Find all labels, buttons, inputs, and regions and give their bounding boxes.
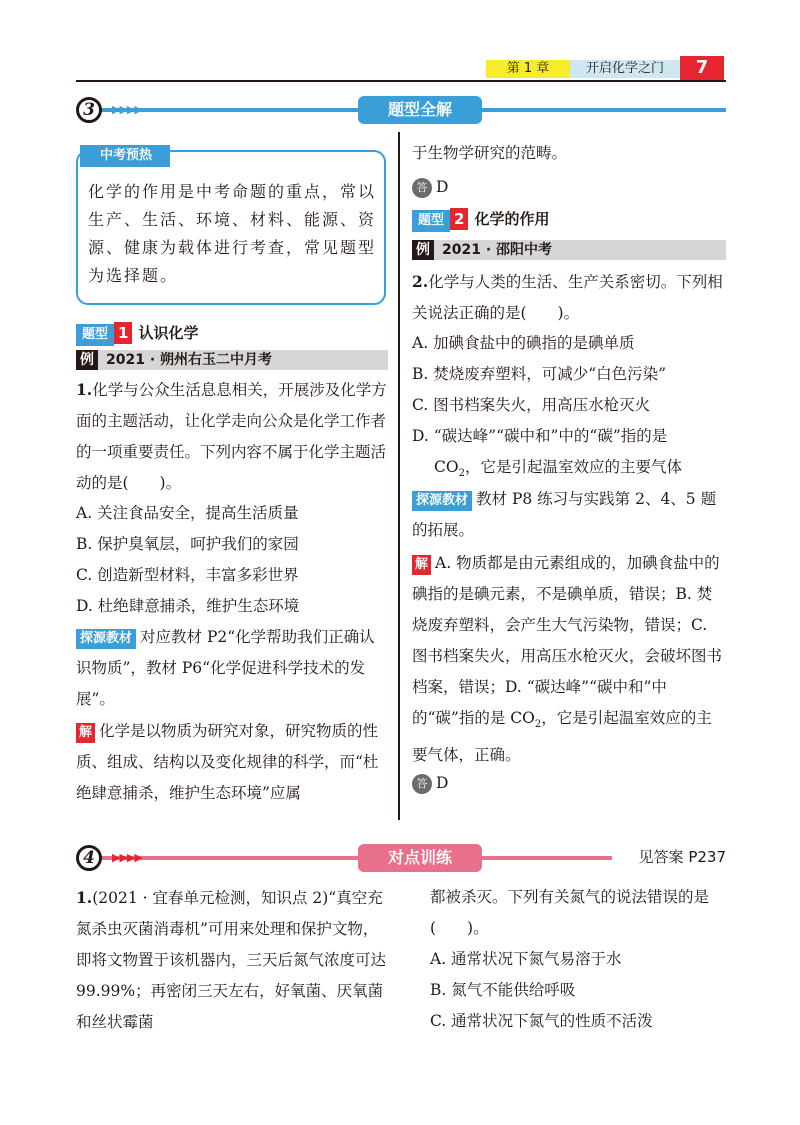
section-3-bar	[100, 100, 726, 120]
type-title: 化学的作用	[474, 210, 550, 228]
type-title: 认识化学	[138, 324, 199, 342]
question-1-options	[76, 498, 390, 622]
question-2-stem: 2.化学与人类的生活、生产关系密切。下列相关说法正确的是( )。	[412, 272, 723, 322]
question-1-analysis: 解 化学是以物质为研究对象，研究物质的性质、组成、结构以及变化规律的科学，而“杜绝肆意捕杀，维护生态环境”应属	[76, 722, 379, 802]
question-1-analysis-cont: 于生物学研究的范畴。	[412, 144, 568, 162]
question-number: 1.	[76, 380, 93, 399]
type-tag: 题型	[412, 210, 450, 232]
option-b: B. 氮气不能供给呼吸	[430, 981, 576, 999]
option-d-cont: $CO_2$，它是引起温室效应的主要气体	[434, 458, 682, 480]
question-2-analysis: 解 A. 物质都是由元素组成的，加碘食盐中的碘指的是碘元素，不是碘单质，错误；B. 焚烧废弃塑料，会产生大气污染物，错误；C. 图书档案失火，用高压水枪灭火，会破坏图书档案，错误；D. “碳达峰”“碳中和”中的“碳”指的是 $CO_2$，它是引起温室效应的主要气体，正确。	[412, 554, 723, 765]
chapter-title: 开启化学之门	[570, 60, 680, 78]
section-3-title: 题型全解	[358, 96, 482, 124]
option-c: C. 创造新型材料，丰富多彩世界	[76, 566, 299, 584]
section-4-title: 对点训练	[358, 844, 482, 872]
page-number: 7	[680, 56, 724, 80]
source-tag: 探源教材	[412, 491, 472, 511]
training-1-stem-cont: 都被杀灭。下列有关氮气的说法错误的是( )。	[430, 888, 710, 937]
option-b: B. 焚烧废弃塑料，可减少“白色污染”	[412, 365, 667, 383]
type-2-heading	[412, 208, 549, 230]
example-tag: 例	[412, 240, 434, 260]
section-4-number: 4	[76, 845, 102, 871]
chapter-label: 第 1 章	[486, 60, 570, 78]
option-a: A. 关注食品安全，提高生活质量	[76, 504, 299, 522]
question-number: 2.	[412, 272, 429, 291]
question-number: 1.	[76, 888, 93, 907]
option-a: A. 通常状况下氮气易溶于水	[430, 950, 622, 968]
example-1-bar	[76, 350, 388, 370]
analysis-tag: 解	[412, 555, 431, 575]
question-1-stem: 1.化学与公众生活息息相关，开展涉及化学方面的主题活动，让化学走向公众是化学工作者的一项重要责任。下列内容不属于化学主题活动的是( )。	[76, 380, 387, 492]
question-2-source: 探源教材 教材 P8 练习与实践第 2、4、5 题的拓展。	[412, 490, 717, 539]
question-2-options	[412, 328, 726, 489]
section-3-number: 3	[76, 97, 102, 123]
type-tag: 题型	[76, 324, 114, 346]
answer-reference: 见答案 P237	[612, 844, 726, 870]
question-1-answer: 答 D	[412, 172, 726, 203]
example-source: 2021 · 朔州右玉二中月考	[106, 352, 273, 368]
preview-text: 化学的作用是中考命题的重点，常以生产、生活、环境、材料、能源、资源、健康为载体进行考查，常见题型为选择题。	[88, 182, 377, 285]
type-number: 2	[450, 208, 468, 230]
type-1-heading	[76, 322, 198, 344]
arrow-icon: ▶▶▶▶	[112, 103, 142, 116]
example-tag: 例	[76, 350, 98, 370]
question-1-source: 探源教材 对应教材 P2“化学帮助我们正确认识物质”，教材 P6“化学促进科学技术的发展”。	[76, 628, 375, 708]
option-c: C. 通常状况下氮气的性质不活泼	[430, 1012, 653, 1030]
example-source: 2021 · 邵阳中考	[442, 242, 553, 258]
answer-icon: 答	[412, 774, 432, 794]
option-c: C. 图书档案失火，用高压水枪灭火	[412, 396, 651, 414]
analysis-tag: 解	[76, 723, 95, 743]
answer-icon: 答	[412, 178, 432, 198]
option-a: A. 加碘食盐中的碘指的是碘单质	[412, 334, 635, 352]
option-d: D. 杜绝肆意捕杀，维护生态环境	[76, 597, 300, 615]
training-1-options	[430, 944, 726, 1037]
type-number: 1	[114, 322, 132, 344]
question-2-answer: 答 D	[412, 768, 726, 799]
arrow-icon: ▶▶▶▶	[112, 851, 142, 864]
example-2-bar	[412, 240, 726, 260]
column-divider	[398, 132, 400, 820]
option-d: D. “碳达峰”“碳中和”中的“碳”指的是	[412, 427, 668, 445]
source-tag: 探源教材	[76, 629, 136, 649]
header-rule	[76, 80, 726, 82]
option-b: B. 保护臭氧层，呵护我们的家园	[76, 535, 299, 553]
preview-tag: 中考预热	[80, 145, 170, 167]
training-1-stem: 1.(2021 · 宜春单元检测，知识点 2)“真空充氮杀虫灭菌消毒机”可用来处理和保护文物，即将文物置于该机器内，三天后氮气浓度可达 99.99%；再密闭三天左右，好氧菌、厌氧菌和丝状霉菌	[76, 888, 387, 1031]
